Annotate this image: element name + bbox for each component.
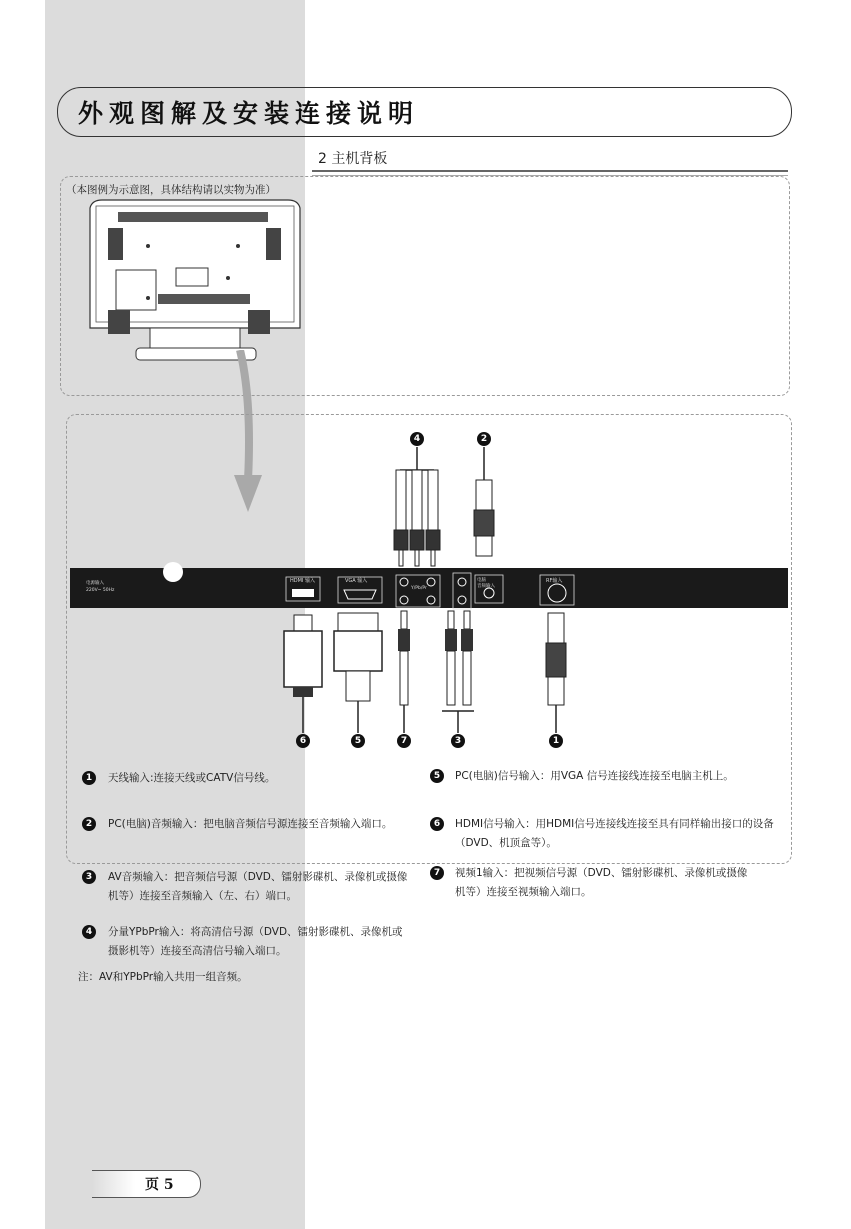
ypbpr-port-label: Y/Pb/Pr	[411, 586, 427, 591]
item-2-text: PC(电脑)音频输入：把电脑音频信号源连接至音频输入端口。	[108, 818, 393, 830]
tv-rear-illustration	[88, 198, 303, 368]
item-4-marker: 4	[82, 925, 96, 939]
page-number: 页 5	[145, 1177, 174, 1193]
item-3-marker: 3	[82, 870, 96, 884]
illustration-caption: （本图例为示意图，具体结构请以实物为准）	[66, 184, 276, 196]
item-5-text: PC(电脑)信号输入：用VGA 信号连接线连接至电脑主机上。	[455, 770, 734, 782]
callout-2: 2	[477, 432, 491, 446]
callout-1: 1	[549, 734, 563, 748]
item-1-marker: 1	[82, 771, 96, 785]
hdmi-port-label: HDMI 输入	[290, 578, 315, 584]
svg-text:220V~ 50Hz: 220V~ 50Hz	[86, 588, 115, 593]
callout-5: 5	[351, 734, 365, 748]
item-6-marker: 6	[430, 817, 444, 831]
item-1-text: 天线输入:连接天线或CATV信号线。	[108, 772, 276, 784]
svg-text:电源输入: 电源输入	[86, 581, 104, 586]
note-text: 注：AV和YPbPr输入共用一组音频。	[78, 971, 248, 983]
heading-rule	[312, 170, 788, 172]
section-heading: 2 主机背板	[318, 151, 388, 167]
callout-7: 7	[397, 734, 411, 748]
item-3-text: AV音频输入：把音频信号源（DVD、镭射影碟机、录像机或摄像机等）连接至音频输入（左、右）端口。	[108, 871, 408, 902]
rf-port-label: RF输入	[546, 578, 563, 584]
pc-audio-port-label: 电脑 音频输入	[477, 578, 495, 589]
item-6-text: HDMI信号输入：用HDMI信号连接线连接至具有同样输出接口的设备（DVD、机顶盒等）。	[455, 818, 774, 849]
vga-port-label: VGA 输入	[345, 578, 368, 584]
callout-3: 3	[451, 734, 465, 748]
item-2-marker: 2	[82, 817, 96, 831]
item-4-text: 分量YPbPr输入：将高清信号源（DVD、镭射影碟机、录像机或摄影机等）连接至高清信号输入端口。	[108, 926, 403, 957]
item-7-marker: 7	[430, 866, 444, 880]
callout-6: 6	[296, 734, 310, 748]
rear-panel-diagram	[70, 425, 790, 755]
page-title: 外观图解及安装连接说明	[78, 99, 420, 128]
item-5-marker: 5	[430, 769, 444, 783]
item-7-text: 视频1输入：把视频信号源（DVD、镭射影碟机、录像机或摄像机等）连接至视频输入端口。	[455, 867, 748, 898]
callout-4: 4	[410, 432, 424, 446]
